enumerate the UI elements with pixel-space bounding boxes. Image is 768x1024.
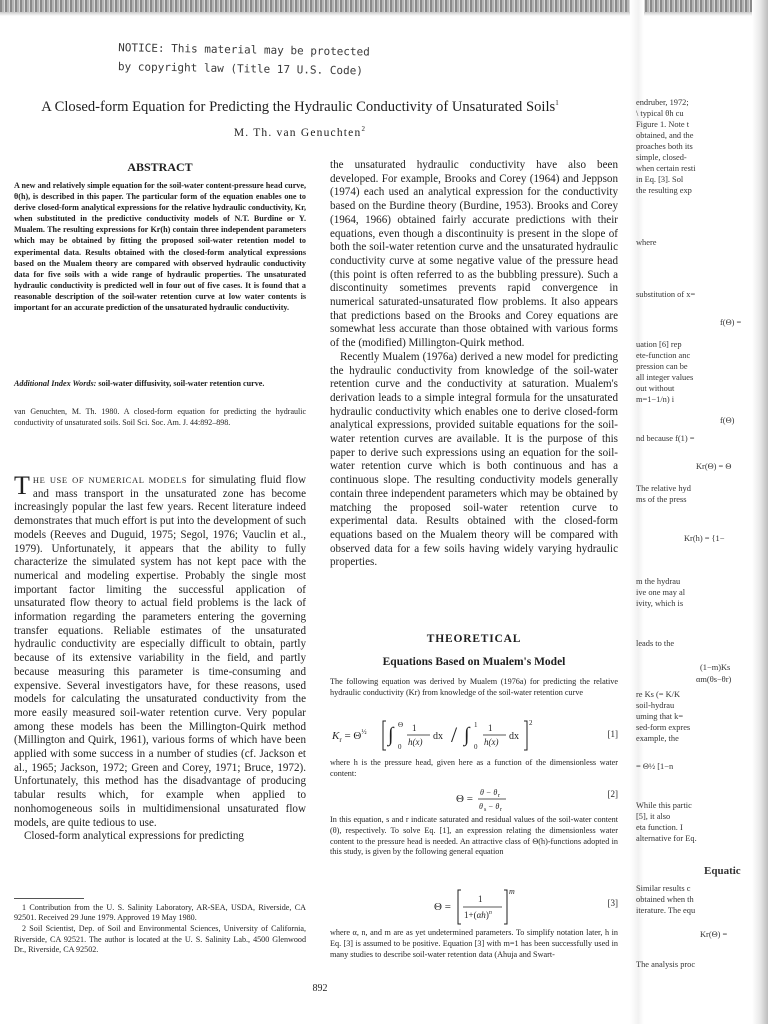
- margin-line: when certain resti: [636, 164, 696, 173]
- margin-line: f(Θ) =: [720, 318, 742, 327]
- margin-line: endruber, 1972;: [636, 98, 689, 107]
- svg-text:Θ =: Θ =: [456, 793, 473, 805]
- equation-2-formula: [330, 783, 530, 813]
- svg-text:∫: ∫: [464, 724, 470, 746]
- margin-line: leads to the: [636, 639, 675, 648]
- svg-text:∫: ∫: [388, 724, 394, 746]
- equation-1-formula: [330, 715, 590, 755]
- margin-line: Kr(Θ) = Θ: [696, 462, 732, 471]
- svg-text:1+(αh)n: $1+(\alpha h)^n$: [464, 910, 492, 920]
- svg-text:1: 1: [412, 723, 417, 733]
- article-title: [0, 99, 600, 116]
- equation-2-number: [2]: [607, 789, 618, 799]
- author-footnote-marker: 2: [361, 125, 367, 133]
- margin-line: all integer values: [636, 373, 694, 382]
- scan-border-fade: [0, 12, 768, 16]
- footnote-rule: [14, 898, 84, 899]
- title-footnote-marker: 1: [555, 99, 559, 108]
- svg-text:1: 1: [474, 721, 478, 729]
- article-title-text: A Closed-form Equation for Predicting the Hydraulic Conductivity of Unsaturated Soils: [41, 99, 556, 115]
- author-name: M. Th. van Genuchten: [233, 126, 362, 139]
- svg-text:− θ: − θ: [488, 802, 500, 811]
- scan-border-top: [0, 0, 768, 12]
- margin-line: ivity, which is: [636, 599, 684, 608]
- svg-text:h(x): h(x): [408, 737, 423, 747]
- svg-text:dx: dx: [433, 731, 443, 742]
- margin-line: ive one may al: [636, 588, 686, 597]
- svg-text:h(x): h(x): [484, 737, 499, 747]
- svg-text:/: /: [451, 722, 458, 747]
- notice-line-1: NOTICE: This material may be protected: [118, 41, 370, 59]
- intro-paragraph-1-rest: for simulating fluid flow and mass transport in the unsaturated zone has become increasingly popular the last few years. Recent literature indeed demonstrates that much effort is put into the development of such models (Reeves and Duguid, 1975; Segol, 1976; Vauclin et al., 1979). Unfortunately, it appears that the ability to fully characterize the simulated system has not kept pace with the numerical and modeling expertise. Probably the single most important factor limiting the successful application of unsaturated flow theory to actual field problems is the lack of information regarding the parameters entering the governing transfer equations. Reliable estimates of the unsaturated hydraulic conductivity are especially difficult to obtain, partly because of its extensive variability in the field, and partly because measuring this parameter is time-consuming and expensive. Several investigators have, for these reasons, used models for calculating the unsaturated conductivity from the more easily measured soil-water retention curve. Very popular among these models has been the Millington-Quirk method (Millington and Quirk, 1961), various forms of which have been applied with some success in a number of studies (cf. Jackson et al., 1965; Jackson, 1972; Green and Corey, 1971; Bruce, 1972). Unfortunately, this method has the disadvantage of producing tabular results which, for example when applied to nonhomogeneous soils in multidimensional unsaturated flow models, are quite tedious to use.: [14, 474, 306, 829]
- margin-line: out without: [636, 384, 675, 393]
- footnote-1: 1 Contribution from the U. S. Salinity Laboratory, AR-SEA, USDA, Riverside, CA 92501. Received 29 June 1979. Approved 19 May 1980.: [14, 903, 306, 923]
- svg-text:Θ =: Θ =: [434, 901, 451, 913]
- drop-cap: T: [14, 471, 30, 500]
- margin-line: substitution of x=: [636, 290, 696, 299]
- margin-line: ms of the press: [636, 495, 687, 504]
- index-words-text: soil-water diffusivity, soil-water retention curve.: [98, 379, 265, 388]
- right-paragraph-1: the unsaturated hydraulic conductivity have also been developed. For example, Brooks and Corey (1964) and Jeppson (1974) each used an analytical expression for the conductivity based on the Burdine theory (Burdine, 1953). Brooks and Corey (1964, 1966) obtained fairly accurate predictions with their equations, even though a discontinuity is present in the slope of both the soil-water retention curve and the unsaturated hydraulic conductivity curve at some negative value of the pressure head (this point is often referred to as the bubbling pressure). Such a discontinuity sometimes prevents rapid convergence in numerical saturated-unsaturated flow problems. It also appears that predictions based on the Brooks and Corey equations are somewhat less accurate than those obtained with various forms of the (modified) Millington-Quirk method.: [330, 159, 618, 350]
- margin-line: eta function. I: [636, 823, 683, 832]
- margin-line: Figure 1. Note t: [636, 120, 690, 129]
- index-words: [14, 378, 306, 389]
- svg-text:0: 0: [474, 743, 478, 751]
- margin-line: Similar results c: [636, 884, 691, 893]
- margin-line: ete-function anc: [636, 351, 691, 360]
- margin-line: αm(θs−θr): [696, 675, 732, 684]
- theoretical-heading: THEORETICAL: [426, 633, 522, 645]
- page-number: 892: [312, 983, 328, 994]
- margin-line: iterature. The equ: [636, 906, 696, 915]
- margin-heading: Equatic: [704, 865, 741, 877]
- margin-line: [5], it also: [636, 812, 671, 821]
- margin-line: simple, closed-: [636, 153, 687, 162]
- margin-line: \ typical θh cu: [636, 109, 684, 118]
- margin-line: obtained, and the: [636, 131, 694, 140]
- equation-1-number: [1]: [607, 729, 618, 739]
- abstract-body: A new and relatively simple equation for the soil-water content-pressure head curve, θ(h), is described in this paper. The particular form of the equation enables one to derive closed-form analytical expressions for the relative hydraulic conductivity, Kr, when substituted in the predictive conductivity models of N.T. Burdine or Y. Mualem. The resulting expressions for Kr(h) contain three independent parameters which may be obtained by fitting the proposed soil-water retention model to experimental data. Results obtained with the closed-form analytical expressions based on the Mualem theory are compared with observed hydraulic conductivity data for five soils with a wide range of hydraulic properties. The unsaturated hydraulic conductivity is predicted well in four out of five cases. It is found that a reasonable description of the soil-water retention curve at low water contents is important for an accurate prediction of the unsaturated hydraulic conductivity.: [14, 181, 306, 313]
- adjacent-page-fragment: [636, 92, 760, 1017]
- margin-line: While this partic: [636, 801, 692, 810]
- svg-text:1: 1: [488, 723, 493, 733]
- margin-line: soil-hydrau: [636, 701, 675, 710]
- margin-line: m the hydrau: [636, 577, 681, 586]
- theory-text-part-2: where h is the pressure head, given here as a function of the dimensionless water content:: [330, 758, 618, 778]
- theory-text-part-3: In this equation, s and r indicate saturated and residual values of the soil-water content (θ), respectively. To solve Eq. [1], an expression relating the dimensionless water content to the pressure head is needed. An attractive class of Θ(h)-functions adopted in this study, is given by the following general equation: [330, 815, 618, 857]
- equation-3-formula: [330, 884, 550, 928]
- index-words-label: Additional Index Words:: [14, 379, 97, 388]
- margin-line: alternative for Eq.: [636, 834, 697, 843]
- svg-text:r: r: [498, 793, 500, 799]
- margin-line: the resulting exp: [636, 186, 692, 195]
- introduction-text: [14, 471, 306, 844]
- svg-text:1: 1: [478, 894, 483, 904]
- equation-3-number: [3]: [607, 898, 618, 908]
- margin-line: f(Θ): [720, 416, 735, 425]
- equation-3: [330, 884, 618, 928]
- margin-line: sed-form expres: [636, 723, 691, 732]
- equation-2: [330, 783, 618, 813]
- margin-line: uming that k=: [636, 712, 684, 721]
- svg-text:s: s: [484, 807, 487, 813]
- margin-line: m=1−1/n) i: [636, 395, 675, 404]
- margin-line: pression can be: [636, 362, 688, 371]
- footnote-2: 2 Soil Scientist, Dep. of Soil and Environmental Sciences, University of California, Riverside, CA 92521. The author is located at the U. S. Salinity Lab., 4500 Glenwood Dr., Riverside, CA 92502.: [14, 924, 306, 954]
- margin-line: proaches both its: [636, 142, 693, 151]
- svg-text:2: 2: [529, 719, 533, 727]
- scan-border-right: [752, 0, 768, 1024]
- margin-line: The analysis proc: [636, 960, 696, 969]
- svg-text:θ: θ: [479, 802, 483, 811]
- margin-line: = Θ½ [1−n: [636, 762, 674, 771]
- svg-text:m: m: [509, 887, 515, 896]
- copyright-notice-stamp: [117, 38, 370, 86]
- svg-text:Kr = Θ½: $K_r = \Theta^{\frac{1}{2}}$: [332, 728, 367, 744]
- mualem-subheading: Equations Based on Mualem's Model: [382, 656, 566, 668]
- margin-line: in Eq. [3]. Sol: [636, 175, 684, 184]
- margin-line: Kr(Θ) =: [700, 930, 728, 939]
- author-line: [0, 125, 600, 139]
- margin-line: nd because f(1) =: [636, 434, 695, 443]
- svg-text:Θ: Θ: [398, 721, 404, 729]
- citation: van Genuchten, M. Th. 1980. A closed-form equation for predicting the hydraulic conductivity of unsaturated soils. Soil Sci. Soc. Am. J. 44:892–898.: [14, 407, 306, 427]
- intro-paragraph-1: [14, 471, 306, 830]
- margin-line: The relative hyd: [636, 484, 691, 493]
- theory-text-part-1: The following equation was derived by Mualem (1976a) for predicting the relative hydraulic conductivity (Kr) from knowledge of the soil-water retention curve: [330, 677, 618, 697]
- margin-line: where: [636, 238, 657, 247]
- intro-lead-smallcaps: HE USE OF NUMERICAL MODELS: [32, 475, 188, 485]
- equation-1: [330, 715, 618, 755]
- margin-line: uation [6] rep: [636, 340, 682, 349]
- svg-text:r: r: [500, 807, 502, 813]
- theory-text-part-4: where α, n, and m are as yet undetermined parameters. To simplify notation later, h in Eq. [3] is assumed to be positive. Equation [3] with m=1 has been successfully used in many studies to describe soil-water retention data (Ahuja and Swart-: [330, 928, 618, 959]
- svg-text:dx: dx: [509, 731, 519, 742]
- svg-text:0: 0: [398, 743, 402, 751]
- abstract-heading: ABSTRACT: [127, 160, 193, 174]
- intro-paragraph-2: Closed-form analytical expressions for predicting: [24, 830, 244, 843]
- notice-line-2: by copyright law (Title 17 U.S. Code): [117, 60, 364, 78]
- margin-line: obtained when th: [636, 895, 694, 904]
- footnotes: [14, 903, 306, 956]
- margin-line: Kr(h) = {1−: [684, 534, 725, 543]
- right-paragraph-2: Recently Mualem (1976a) derived a new model for predicting the hydraulic conductivity from knowledge of the soil-water retention curve and the conductivity at saturation. Mualem's derivation leads to a simple integral formula for the unsaturated hydraulic conductivity which enables one to derive closed-form analytical expressions, provided suitable equations for the soil-water retention curves are available. It is the purpose of this paper to derive such expressions using an equation for the soil-water retention curve which is both continuous and has a continuous slope. The resulting conductivity models generally contain three independent parameters which may be obtained by matching the proposed soil-water retention curve to experimental data. Results obtained with the closed-form equations based on the Mualem theory will be compared with observed data for a few soils having widely varying hydraulic properties.: [330, 350, 618, 569]
- margin-line: (1−m)Ks: [700, 663, 731, 672]
- margin-line: example, the: [636, 734, 679, 743]
- margin-line: re Ks (= K/K: [636, 690, 681, 699]
- right-column-text: [330, 159, 618, 570]
- svg-text:θ − θ: θ − θ: [480, 788, 498, 797]
